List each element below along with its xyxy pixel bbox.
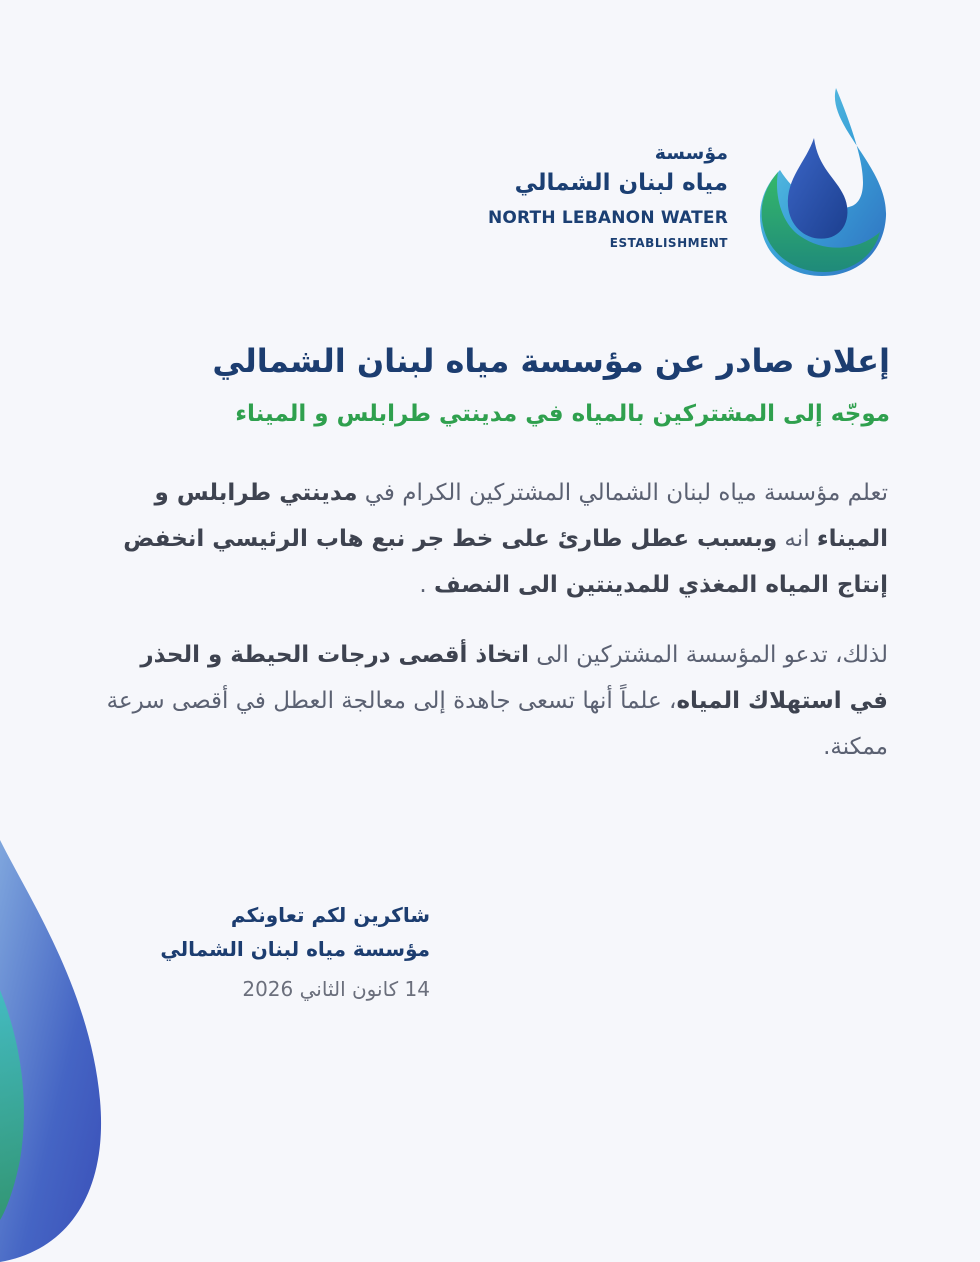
logo-arabic-line1: مؤسسة bbox=[654, 142, 728, 164]
signature-thanks: شاكرين لكم تعاونكم bbox=[230, 903, 430, 927]
paragraph-2-bold-1: اتخاذ أقصى درجات الحيطة و الحذر في استهلاك المياه bbox=[140, 642, 888, 714]
logo-english-line1: NORTH LEBANON WATER bbox=[487, 208, 728, 228]
water-drop-logo-icon bbox=[756, 86, 890, 278]
paragraph-1-text-1: تعلم مؤسسة مياه لبنان الشمالي المشتركين الكرام في bbox=[357, 480, 888, 506]
water-drop-decoration-icon bbox=[0, 840, 110, 1262]
paragraph-1-text-3: . bbox=[419, 572, 435, 598]
page-title: إعلان صادر عن مؤسسة مياه لبنان الشمالي bbox=[212, 342, 890, 380]
paragraph-2-text-2: ، علماً أنها تسعى جاهدة إلى معالجة العطل في أقصى سرعة ممكنة. bbox=[106, 688, 888, 760]
paragraph-1-bold-1: مدينتي طرابلس و الميناء bbox=[154, 480, 888, 552]
page-subtitle: موجّه إلى المشتركين بالمياه في مدينتي طرابلس و الميناء bbox=[235, 401, 890, 427]
paragraph-1-bold-2: وبسبب عطل طارئ على خط جر نبع هاب الرئيسي انخفض إنتاج المياه المغذي للمدينتين الى النصف bbox=[123, 526, 888, 598]
logo bbox=[440, 86, 890, 286]
paragraph-1-text-2: انه bbox=[777, 526, 817, 552]
logo-text bbox=[488, 140, 728, 254]
paragraph-2 bbox=[98, 632, 888, 770]
signature-date: 14 كانون الثاني 2026 bbox=[242, 977, 430, 1001]
signature-org: مؤسسة مياه لبنان الشمالي bbox=[160, 937, 430, 961]
paragraph-2-text-1: لذلك، تدعو المؤسسة المشتركين الى bbox=[528, 642, 888, 668]
logo-arabic-line2: مياه لبنان الشمالي bbox=[514, 170, 728, 196]
paragraph-1 bbox=[98, 470, 888, 608]
logo-english-line2: ESTABLISHMENT bbox=[609, 236, 728, 250]
